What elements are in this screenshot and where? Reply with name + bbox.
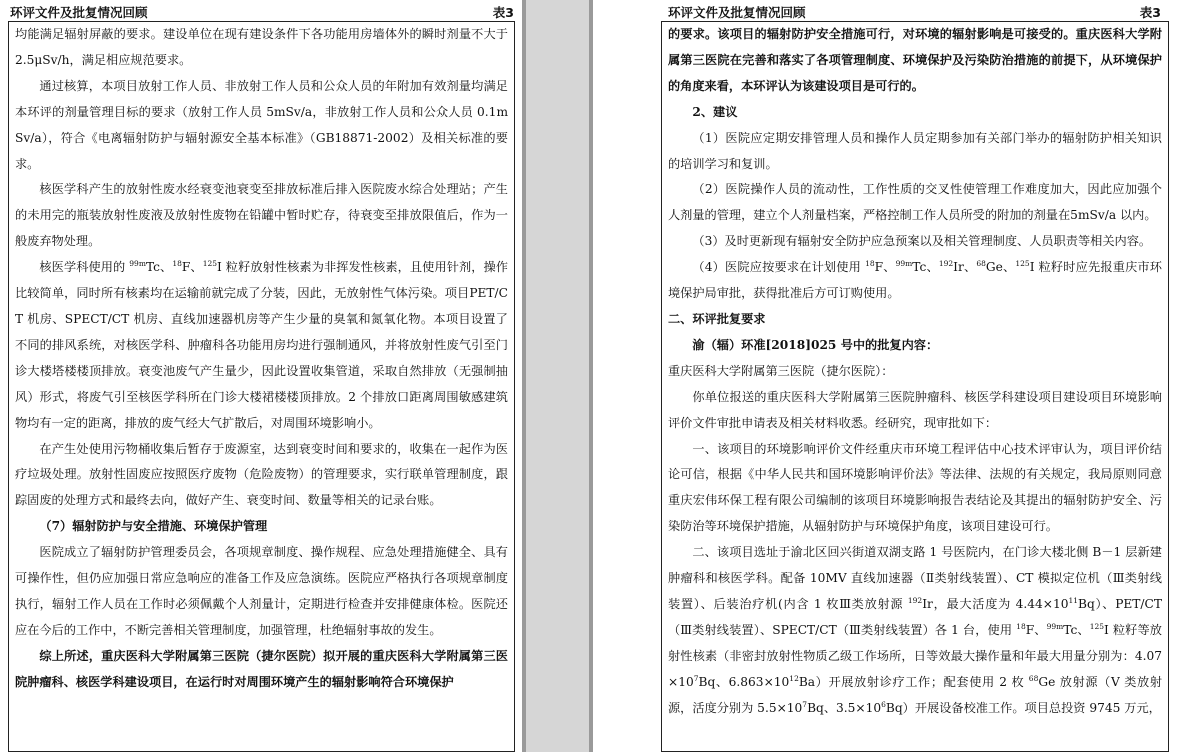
page-gutter <box>522 0 593 752</box>
suggestion-item: （4）医院应按要求在计划使用 $^{18}$F、$^{99m}$Tc、$^{192}$Ir、$^{68}$Ge、$^{125}$I 粒籽时应先报重庆市环境保护局审批，获得批准后方可订购使用。 <box>668 259 1162 301</box>
cell-content <box>662 22 1168 721</box>
paragraph: 一、该项目的环境影响评价文件经重庆市环境工程评估中心技术评审认为，项目评价结论可信，根据《中华人民共和国环境影响评价法》等法律、法规的有关规定，我局原则同意重庆宏伟环保工程有限公司编制的该项目环境影响报告表结论及其提出的辐射防护安全、污染防治等环境保护措施，从辐射防护与环境保护角度，该项目建设可行。 <box>668 441 1162 534</box>
table-cell <box>661 21 1169 752</box>
suggestion-item: （1）医院应定期安排管理人员和操作人员定期参加有关部门举办的辐射防护相关知识的培训学习和复训。 <box>668 130 1162 171</box>
paragraph: 在产生处使用污物桶收集后暂存于废源室，达到衰变时间和要求的，收集在一起作为医疗垃圾处理。放射性固废应按照医疗废物（危险废物）的管理要求，实行联单管理制度，跟踪固废的处理方式和最终去向，做好产生、衰变时间、数量等相关的记录台账。 <box>15 441 508 508</box>
conclusion-paragraph: 综上所述，重庆医科大学附属第三医院（捷尔医院）拟开展的重庆医科大学附属第三医院肿瘤科、核医学科建设项目，在运行时对周围环境产生的辐射影响符合环境保护 <box>15 648 508 689</box>
page-edge-shadow <box>522 0 526 752</box>
document-page-right <box>593 0 1178 752</box>
paragraph: 核医学科产生的放射性废水经衰变池衰变至排放标准后排入医院废水综合处理站；产生的未用完的瓶装放射性废液及放射性废物在铅罐中暂时贮存，待衰变至排放限值后，作为一般废弃物处理。 <box>15 182 508 249</box>
paragraph: 你单位报送的重庆医科大学附属第三医院肿瘤科、核医学科建设项目建设项目环境影响评价文件审批申请表及相关材料收悉。经研究，现审批如下： <box>668 389 1162 430</box>
cell-content <box>9 22 514 696</box>
addressee: 重庆医科大学附属第三医院（捷尔医院）： <box>668 363 894 378</box>
suggestion-item: （2）医院操作人员的流动性，工作性质的交叉性使管理工作难度加大，因此应加强个人剂量的管理，建立个人剂量档案，严格控制工作人员所受的附加的剂量在5mSv/a 以内。 <box>668 182 1162 223</box>
header-title: 环评文件及批复情况回顾 <box>10 5 148 20</box>
table-number: 表3 <box>492 5 514 20</box>
document-page-left <box>0 0 522 752</box>
table-cell <box>8 21 515 752</box>
section-heading: 2、建议 <box>692 104 738 119</box>
page-header <box>668 4 1161 22</box>
table-number: 表3 <box>1139 5 1161 20</box>
section-heading: 二、环评批复要求 <box>668 311 766 326</box>
paragraph: 均能满足辐射屏蔽的要求。建设单位在现有建设条件下各功能用房墙体外的瞬时剂量不大于 2.5μSv/h，满足相应规范要求。 <box>15 27 508 67</box>
section-heading: （7）辐射防护与安全措施、环境保护管理 <box>39 519 268 534</box>
page-header <box>10 4 514 22</box>
paragraph: 通过核算，本项目放射工作人员、非放射工作人员和公众人员的年附加有效剂量均满足本环评的剂量管理目标的要求（放射工作人员 5mSv/a，非放射工作人员和公众人员 0.1mSv/a），符合《电离辐射防护与辐射源安全基本标准》（GB18871-2002）及相关标准的要求。 <box>15 78 508 171</box>
header-title: 环评文件及批复情况回顾 <box>668 5 806 20</box>
suggestion-item: （3）及时更新现有辐射安全防护应急预案以及相关管理制度、人员职责等相关内容。 <box>692 234 1152 249</box>
paragraph: 核医学科使用的 $^{99m}$Tc、$^{18}$F、$^{125}$I 粒籽放射性核素为非挥发性核素，且使用针剂，操作比较简单，同时所有核素均在运输前就完成了分装，因此，无放射性气体污染。项目PET/CT 机房、SPECT/CT 机房、直线加速器机房等产生少量的臭氧和氮氧化物。本项目设置了不同的排风系统，对核医学科、肿瘤科各功能用房均进行强制通风，并将放射性废气引至门诊大楼塔楼楼顶排放。衰变池废气产生量少，因此设置收集管道，采取自然排放（无强制抽风）形式，将废气引至核医学科所在门诊大楼裙楼楼顶排放。2 个排放口距离周围敏感建筑物均有一定的距离，排放的废气经大气扩散后，对周围环境影响小。 <box>15 259 508 430</box>
conclusion-paragraph: 的要求。该项目的辐射防护安全措施可行，对环境的辐射影响是可接受的。重庆医科大学附属第三医院在完善和落实了各项管理制度、环境保护及污染防治措施的前提下，从环境保护的角度来看，本环评认为该建设项目是可行的。 <box>668 27 1162 93</box>
approval-document-number: 渝（辐）环准[2018]025 号中的批复内容： <box>692 337 939 352</box>
paragraph: 医院成立了辐射防护管理委员会，各项规章制度、操作规程、应急处理措施健全、具有可操作性，但仍应加强日常应急响应的准备工作及应急演练。医院应严格执行各项规章制度执行，辐射工作人员在工作时必须佩戴个人剂量计，定期进行检查并安排健康体检。医院还应在今后的工作中，不断完善相关管理制度，加强管理，杜绝辐射事故的发生。 <box>15 545 508 637</box>
paragraph: 二、该项目选址于渝北区回兴街道双湖支路 1 号医院内，在门诊大楼北侧 B－1 层新建肿瘤科和核医学科。配备 10MV 直线加速器（Ⅱ类射线装置）、CT 模拟定位机（Ⅲ类射线装置）、后装治疗机(内含 1 枚Ⅲ类放射源 $^{192}$Ir，最大活度为 $4.44\times 10^{11}Bq$）、PET/CT（Ⅲ类射线装置）、SPECT/CT（Ⅲ类射线装置）各 1 台，使用 $^{18}$F、$^{99m}$Tc、$^{125}$I 粒籽等放射性核素（非密封放射性物质乙级工作场所，日等效最大操作量和年最大用量分别为：$4.07\times 10^7Bq$、$6.863\times 10^{12}Ba$）开展放射诊疗工作；配套使用 2 枚 $^{68}$Ge 放射源（V 类放射源，活度分别为 $5.5\times 10^7Bq$、$3.5\times 10^6Bq$）开展设备校准工作。项目总投资 9745 万元， <box>668 545 1163 715</box>
